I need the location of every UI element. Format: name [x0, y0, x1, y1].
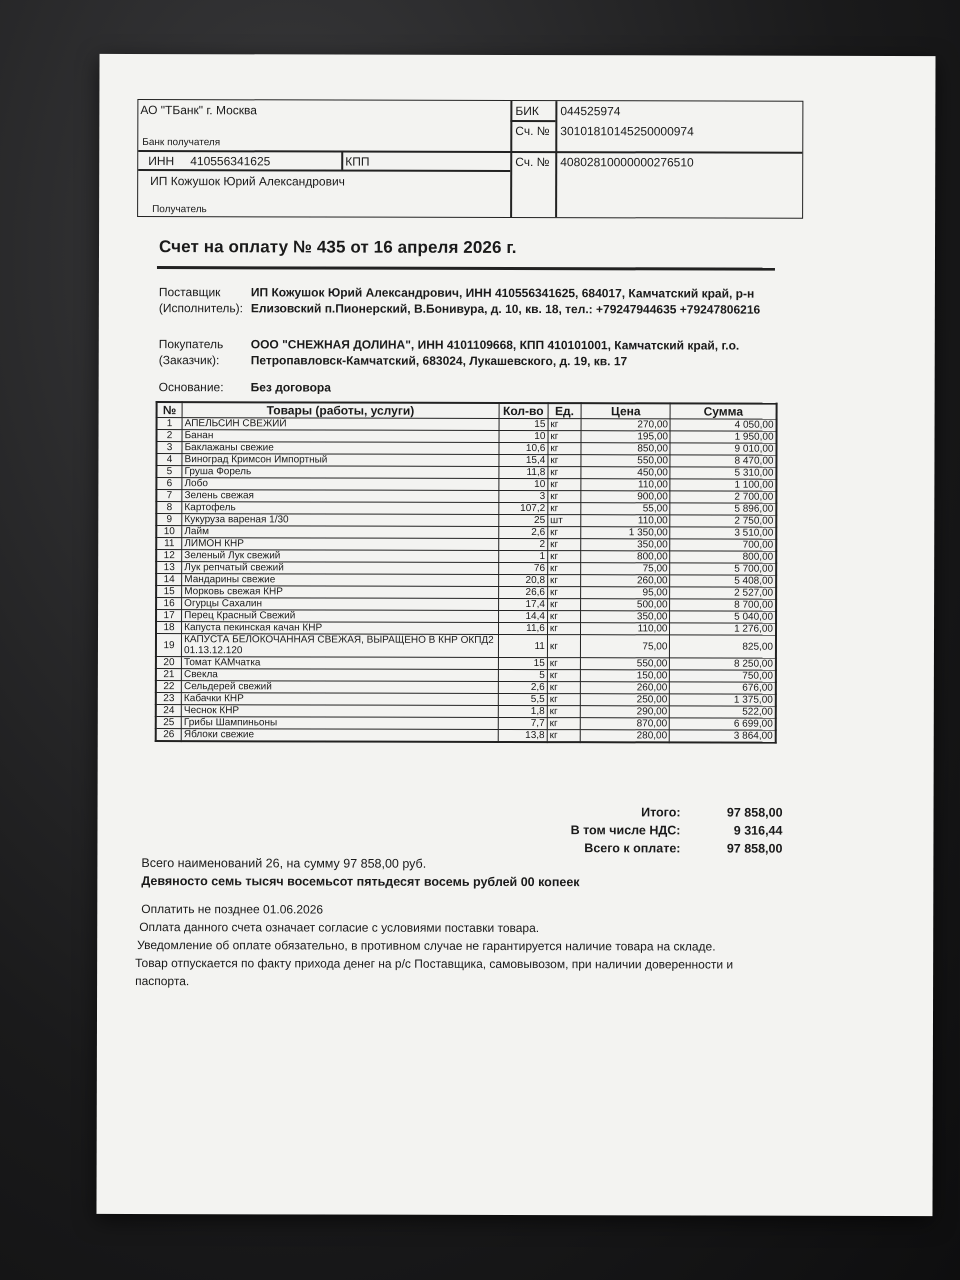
row-number: 23 [156, 693, 182, 705]
item-name: Сельдерей свежий [181, 681, 498, 694]
row-number: 18 [156, 622, 182, 634]
table-row [156, 657, 776, 671]
bik-label: БИК [515, 103, 539, 119]
grand-total-value: 97 858,00 [726, 841, 783, 856]
item-unit: кг [547, 670, 580, 682]
item-sum: 825,00 [670, 635, 776, 658]
kpp-label: КПП [345, 154, 370, 169]
vat-row [457, 823, 782, 842]
item-price: 260,00 [581, 575, 670, 587]
item-name: Картофель [182, 502, 499, 515]
item-qty: 20,8 [498, 574, 547, 586]
item-unit: кг [548, 539, 581, 551]
item-price: 350,00 [581, 611, 670, 623]
grand-total-label: Всего к оплате: [584, 841, 681, 856]
item-unit: кг [547, 623, 580, 635]
table-row [156, 681, 776, 695]
item-price: 270,00 [581, 419, 670, 431]
item-name: Яблоки свежие [181, 729, 498, 742]
items-table-body [156, 418, 777, 743]
item-unit: кг [547, 682, 580, 694]
item-sum: 522,00 [670, 706, 776, 718]
row-number: 22 [156, 681, 182, 693]
item-qty: 15 [499, 418, 548, 430]
row-number: 14 [156, 574, 182, 586]
item-name: Лук репчатый свежий [182, 562, 499, 575]
item-unit: кг [547, 718, 580, 730]
item-unit: кг [548, 575, 581, 587]
item-qty: 2,6 [498, 681, 547, 693]
item-sum: 3 864,00 [670, 730, 776, 743]
buyer-value: ООО "СНЕЖНАЯ ДОЛИНА", ИНН 4101109668, КПП 410101001, Камчатский край, г.о. Петропавловск-Камчатский, 683024, Лукашевского, д. 19, кв. 17 [250, 337, 740, 369]
col-header-price: Цена [581, 403, 670, 419]
row-number: 9 [156, 514, 182, 526]
note-consent: Оплата данного счета означает согласие с условиями поставки товара. [139, 920, 540, 936]
item-qty: 2 [498, 538, 547, 550]
table-row [156, 550, 776, 564]
item-sum: 5 040,00 [670, 611, 776, 623]
bank-label: Банк получателя [142, 137, 221, 149]
item-price: 350,00 [581, 539, 670, 551]
corr-account-label: Сч. № [515, 123, 550, 139]
item-unit: кг [547, 611, 580, 623]
row-number: 6 [156, 478, 182, 490]
item-qty: 11,6 [498, 622, 547, 634]
row-number: 8 [156, 502, 182, 514]
item-unit: кг [547, 599, 580, 611]
total-row [458, 805, 783, 824]
bik-value: 044525974 [560, 104, 621, 119]
item-name: Лайм [182, 526, 499, 539]
item-qty: 15 [498, 657, 547, 669]
item-unit: кг [547, 635, 580, 658]
item-qty: 13,8 [498, 729, 547, 742]
item-sum: 700,00 [670, 539, 776, 551]
item-price: 110,00 [581, 479, 670, 491]
item-qty: 2,6 [498, 526, 547, 538]
inn-label: ИНН [148, 154, 175, 169]
row-number: 2 [157, 430, 183, 442]
col-header-qty: Кол-во [499, 403, 548, 419]
table-row [156, 598, 776, 612]
item-name: Томат КАМчатка [182, 657, 499, 670]
item-sum: 1 375,00 [670, 694, 776, 706]
item-unit: кг [548, 443, 581, 455]
item-sum: 8 470,00 [670, 455, 776, 467]
item-price: 290,00 [580, 706, 669, 718]
item-unit: кг [548, 491, 581, 503]
item-sum: 2 750,00 [670, 515, 776, 527]
item-name: Мандарины свежие [182, 574, 499, 587]
invoice-title: Счет на оплату № 435 от 16 апреля 2026 г. [158, 237, 517, 258]
item-sum: 6 699,00 [670, 718, 776, 730]
row-number: 12 [156, 550, 182, 562]
account-label: Сч. № [515, 154, 550, 170]
item-sum: 2 527,00 [670, 587, 776, 599]
item-name: Капуста пекинская качан КНР [182, 622, 499, 635]
item-price: 250,00 [580, 694, 669, 706]
table-row [156, 717, 776, 731]
item-name: Свекла [181, 669, 498, 682]
item-name: Лобо [182, 478, 499, 491]
items-table [155, 401, 778, 744]
item-sum: 8 250,00 [670, 658, 776, 670]
table-row [156, 466, 776, 480]
basis-block [159, 379, 779, 397]
item-sum: 800,00 [670, 551, 776, 563]
item-qty: 5 [498, 669, 547, 681]
table-row [156, 514, 776, 528]
totals-block [457, 805, 782, 860]
note-release: Товар отпускается по факту прихода денег на р/с Поставщика, самовывозом, при наличии доверенности и паспорта. [135, 956, 734, 989]
item-name: Банан [182, 430, 499, 443]
item-name: ЛИМОН КНР [182, 538, 499, 551]
table-header-row [157, 402, 777, 419]
table-row [156, 574, 776, 588]
item-price: 550,00 [580, 658, 669, 670]
item-qty: 15,4 [499, 454, 548, 466]
row-number: 20 [156, 657, 182, 669]
item-price: 500,00 [581, 599, 670, 611]
item-unit: кг [548, 527, 581, 539]
item-sum: 5 896,00 [670, 503, 776, 515]
item-sum: 2 700,00 [670, 491, 776, 503]
item-qty: 107,2 [498, 502, 547, 514]
item-qty: 10 [499, 478, 548, 490]
item-sum: 676,00 [670, 682, 776, 694]
item-name: Кукуруза вареная 1/30 [182, 514, 499, 527]
item-unit: шт [548, 515, 581, 527]
row-number: 25 [156, 717, 182, 729]
col-header-sum: Сумма [671, 403, 777, 419]
item-price: 800,00 [581, 551, 670, 563]
invoice-paper [96, 54, 935, 1216]
item-sum: 1 276,00 [670, 623, 776, 635]
item-price: 75,00 [581, 563, 670, 575]
row-number: 17 [156, 610, 182, 622]
row-number: 16 [156, 598, 182, 610]
row-number: 13 [156, 562, 182, 574]
item-unit: кг [548, 503, 581, 515]
item-name: Грибы Шампиньоны [181, 717, 498, 730]
item-qty: 7,7 [498, 717, 547, 729]
recipient-name: ИП Кожушок Юрий Александрович [150, 174, 345, 189]
item-unit: кг [548, 551, 581, 563]
table-row [156, 454, 776, 468]
supplier-value: ИП Кожушок Юрий Александрович, ИНН 410556341625, 684017, Камчатский край, р-н Елизовский п.Пионерский, В.Бонивура, д. 10, кв. 18, тел.: +79247944635 +79247806216 [250, 285, 761, 317]
item-sum: 3 510,00 [670, 527, 776, 539]
table-row [156, 586, 776, 600]
item-name: Зеленый Лук свежий [182, 550, 499, 563]
item-sum: 5 408,00 [670, 575, 776, 587]
item-qty: 3 [498, 490, 547, 502]
row-number: 10 [156, 526, 182, 538]
item-sum: 8 700,00 [670, 599, 776, 611]
vat-label: В том числе НДС: [570, 823, 681, 838]
item-name: Груша Форель [182, 466, 499, 479]
inn-value: 410556341625 [190, 154, 271, 169]
amount-in-words: Девяносто семь тысяч восемьсот пятьдесят восемь рублей 00 копеек [141, 874, 580, 890]
row-number: 24 [156, 705, 182, 717]
row-number: 21 [156, 669, 182, 681]
item-price: 75,00 [580, 635, 669, 658]
buyer-block [159, 336, 779, 372]
item-sum: 750,00 [670, 670, 776, 682]
item-unit: кг [548, 479, 581, 491]
item-price: 150,00 [580, 670, 669, 682]
item-sum: 1 100,00 [670, 479, 776, 491]
item-price: 870,00 [580, 718, 669, 730]
item-price: 280,00 [580, 730, 669, 743]
item-name: Баклажаны свежие [182, 442, 499, 455]
table-row [156, 490, 776, 504]
item-qty: 14,4 [498, 610, 547, 622]
item-qty: 11,8 [499, 466, 548, 478]
item-qty: 17,4 [498, 598, 547, 610]
table-row [156, 622, 776, 636]
note-notification: Уведомление об оплате обязательно, в противном случае не гарантируется наличие товара на складе. [137, 938, 716, 954]
item-price: 95,00 [581, 587, 670, 599]
item-name: Виноград Кримсон Импортный [182, 454, 499, 467]
table-row [156, 562, 776, 576]
item-name: КАПУСТА БЕЛОКОЧАННАЯ СВЕЖАЯ, ВЫРАЩЕНО В КНР ОКПД2 01.13.12.120 [182, 634, 499, 658]
item-price: 450,00 [581, 467, 670, 479]
item-unit: кг [548, 419, 581, 431]
item-qty: 5,5 [498, 693, 547, 705]
item-unit: кг [548, 563, 581, 575]
row-number: 1 [157, 418, 183, 430]
basis-label: Основание: [158, 380, 224, 395]
item-price: 195,00 [581, 431, 670, 443]
table-row [157, 418, 777, 432]
item-qty: 26,6 [498, 586, 547, 598]
item-sum: 4 050,00 [670, 419, 776, 431]
item-name: Зелень свежая [182, 490, 499, 503]
total-value: 97 858,00 [726, 805, 783, 820]
item-unit: кг [547, 706, 580, 718]
items-count-line: Всего наименований 26, на сумму 97 858,00 руб. [141, 856, 427, 871]
item-price: 900,00 [581, 491, 670, 503]
item-name: Морковь свежая КНР [182, 586, 499, 599]
corr-account-value: 30101810145250000974 [560, 124, 694, 139]
item-unit: кг [547, 730, 580, 743]
row-number: 7 [156, 490, 182, 502]
item-price: 110,00 [581, 623, 670, 635]
row-number: 3 [156, 442, 182, 454]
bank-details-box [137, 99, 803, 219]
item-qty: 10,6 [499, 442, 548, 454]
item-price: 55,00 [581, 503, 670, 515]
row-number: 19 [156, 634, 182, 657]
col-header-num: № [157, 402, 183, 418]
total-label: Итого: [641, 805, 681, 820]
supplier-label: Поставщик (Исполнитель): [158, 285, 243, 316]
item-unit: кг [547, 658, 580, 670]
col-header-goods: Товары (работы, услуги) [182, 402, 499, 418]
item-name: Чеснок КНР [181, 705, 498, 718]
vat-value: 9 316,44 [733, 823, 783, 838]
summary-block [141, 854, 579, 891]
table-row [156, 634, 776, 659]
item-qty: 1,8 [498, 705, 547, 717]
item-unit: кг [548, 431, 581, 443]
item-qty: 76 [498, 562, 547, 574]
table-row [156, 729, 776, 743]
row-number: 11 [156, 538, 182, 550]
item-sum: 5 700,00 [670, 563, 776, 575]
item-name: Перец Красный Свежий [182, 610, 499, 623]
table-row [156, 610, 776, 624]
title-divider [157, 266, 775, 270]
item-qty: 10 [499, 430, 548, 442]
item-unit: кг [547, 587, 580, 599]
item-qty: 1 [498, 550, 547, 562]
notes-block [135, 900, 775, 992]
item-sum: 1 950,00 [670, 431, 776, 443]
item-price: 260,00 [580, 682, 669, 694]
item-name: Огурцы Сахалин [182, 598, 499, 611]
item-sum: 9 010,00 [670, 443, 776, 455]
item-price: 550,00 [581, 455, 670, 467]
item-price: 850,00 [581, 443, 670, 455]
item-price: 110,00 [581, 515, 670, 527]
col-header-unit: Ед. [548, 403, 581, 419]
note-deadline: Оплатить не позднее 01.06.2026 [141, 902, 324, 917]
item-unit: кг [547, 694, 580, 706]
item-qty: 11 [498, 634, 547, 657]
item-price: 1 350,00 [581, 527, 670, 539]
row-number: 15 [156, 586, 182, 598]
recipient-label: Получатель [152, 204, 207, 216]
item-unit: кг [548, 455, 581, 467]
item-qty: 25 [498, 514, 547, 526]
account-value: 40802810000000276510 [560, 155, 694, 170]
item-unit: кг [548, 467, 581, 479]
table-row [156, 442, 776, 456]
supplier-block [159, 284, 779, 336]
row-number: 26 [156, 729, 182, 742]
item-name: АПЕЛЬСИН СВЕЖИЙ [182, 418, 499, 431]
bank-name: АО "ТБанк" г. Москва [140, 103, 257, 118]
row-number: 4 [156, 454, 182, 466]
item-sum: 5 310,00 [670, 467, 776, 479]
buyer-label: Покупатель (Заказчик): [158, 337, 224, 368]
basis-value: Без договора [250, 380, 331, 395]
row-number: 5 [156, 466, 182, 478]
item-name: Кабачки КНР [181, 693, 498, 706]
